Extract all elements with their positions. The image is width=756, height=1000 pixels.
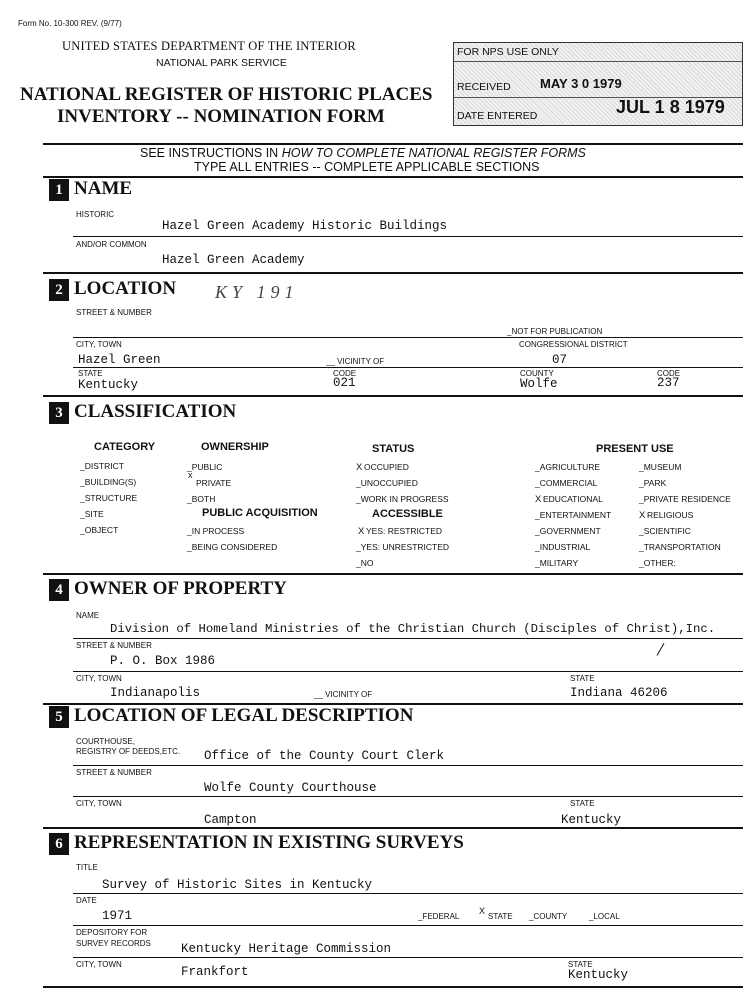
courthouse-value: Office of the County Court Clerk xyxy=(204,749,445,763)
owner-name-label: NAME xyxy=(76,611,100,620)
status-occupied: OCCUPIED xyxy=(364,462,409,472)
legal-state-label: STATE xyxy=(570,799,595,808)
form-title-line2: INVENTORY -- NOMINATION FORM xyxy=(57,106,385,127)
use-transportation: _TRANSPORTATION xyxy=(639,542,721,552)
survey-title-value: Survey of Historic Sites in Kentucky xyxy=(102,878,373,892)
legal-city-value: Campton xyxy=(204,813,257,827)
depository-state-value: Kentucky xyxy=(568,968,629,982)
legal-street-value: Wolfe County Courthouse xyxy=(204,781,377,795)
nps-box-label: FOR NPS USE ONLY xyxy=(457,46,559,58)
accessible-heading: ACCESSIBLE xyxy=(372,508,443,520)
survey-date-value: 1971 xyxy=(102,909,133,923)
category-buildings: _BUILDING(S) xyxy=(80,477,137,487)
access-no: _NO xyxy=(356,558,374,568)
access-restricted: YES: RESTRICTED xyxy=(366,526,443,536)
owner-city-value: Indianapolis xyxy=(110,686,201,700)
county-code-label: CODE xyxy=(657,369,681,378)
ownership-public: _PUBLIC xyxy=(187,462,223,472)
section-4-title: OWNER OF PROPERTY xyxy=(74,578,287,599)
owner-street-label: STREET & NUMBER xyxy=(76,641,152,650)
survey-title-label: TITLE xyxy=(76,863,98,872)
ownership-private: PRIVATE xyxy=(196,478,232,488)
ownership-private-mark: x xyxy=(188,470,193,480)
date-entered-label: DATE ENTERED xyxy=(457,110,538,122)
use-scientific: _SCIENTIFIC xyxy=(639,526,691,536)
congressional-district-value: 07 xyxy=(552,353,568,367)
form-number: Form No. 10-300 REV. (9/77) xyxy=(18,19,122,28)
section-5-number: 5 xyxy=(49,706,69,728)
owner-state-label: STATE xyxy=(570,674,595,683)
common-name-label: AND/OR COMMON xyxy=(76,240,147,249)
use-museum: _MUSEUM xyxy=(639,462,682,472)
use-military: _MILITARY xyxy=(535,558,579,568)
use-educational-mark: X xyxy=(535,494,542,505)
historic-label: HISTORIC xyxy=(76,210,115,219)
congressional-district-label: CONGRESSIONAL DISTRICT xyxy=(519,340,628,349)
survey-state-mark: X xyxy=(479,906,486,916)
depository-city-label: CITY, TOWN xyxy=(76,960,122,969)
use-park: _PARK xyxy=(639,478,667,488)
state-code-label: CODE xyxy=(333,369,357,378)
ownership-heading: OWNERSHIP xyxy=(201,441,269,453)
ownership-both: _BOTH xyxy=(187,494,216,504)
owner-name-value: Division of Homeland Ministries of the Christian Church (Disciples of Christ),Inc. xyxy=(110,622,716,636)
city-town-label: CITY, TOWN xyxy=(76,340,122,349)
section-6-number: 6 xyxy=(49,833,69,855)
use-commercial: _COMMERCIAL xyxy=(535,478,598,488)
section-4-number: 4 xyxy=(49,579,69,601)
section-5-title: LOCATION OF LEGAL DESCRIPTION xyxy=(74,705,414,726)
courthouse-label-line1: COURTHOUSE, xyxy=(76,737,135,746)
use-other: _OTHER: xyxy=(639,558,676,568)
vicinity-of-option: __ VICINITY OF xyxy=(326,357,385,366)
use-entertainment: _ENTERTAINMENT xyxy=(535,510,612,520)
common-name-value: Hazel Green Academy xyxy=(162,253,305,267)
use-agriculture: _AGRICULTURE xyxy=(535,462,601,472)
category-structure: _STRUCTURE xyxy=(80,493,138,503)
owner-state-value: Indiana 46206 xyxy=(570,686,668,700)
owner-city-label: CITY, TOWN xyxy=(76,674,122,683)
depository-label-line2: SURVEY RECORDS xyxy=(76,939,151,948)
use-religious-mark: X xyxy=(639,510,646,521)
received-stamp: MAY 3 0 1979 xyxy=(540,76,622,91)
access-unrestricted: _YES: UNRESTRICTED xyxy=(356,542,450,552)
county-label: COUNTY xyxy=(520,369,554,378)
section-2-number: 2 xyxy=(49,279,69,301)
acquisition-in-process: _IN PROCESS xyxy=(187,526,245,536)
instructions-line2: TYPE ALL ENTRIES -- COMPLETE APPLICABLE SECTIONS xyxy=(194,160,540,174)
owner-vicinity-option: __ VICINITY OF xyxy=(314,690,373,699)
owner-street-value: P. O. Box 1986 xyxy=(110,654,216,668)
status-heading: STATUS xyxy=(372,443,415,455)
not-for-publication-option: _NOT FOR PUBLICATION xyxy=(507,327,603,336)
state-label: STATE xyxy=(78,369,103,378)
city-value: Hazel Green xyxy=(78,353,161,367)
status-occupied-mark: X xyxy=(356,462,363,473)
status-work-in-progress: _WORK IN PROGRESS xyxy=(356,494,449,504)
section-6-title: REPRESENTATION IN EXISTING SURVEYS xyxy=(74,832,464,853)
survey-local-option: _LOCAL xyxy=(589,912,620,921)
acquisition-being-considered: _BEING CONSIDERED xyxy=(187,542,278,552)
section-3-title: CLASSIFICATION xyxy=(74,401,237,422)
access-restricted-mark: X xyxy=(358,526,365,537)
date-entered-stamp: JUL 1 8 1979 xyxy=(616,97,725,117)
depository-state-label: STATE xyxy=(568,960,593,969)
street-number-label: STREET & NUMBER xyxy=(76,308,152,317)
historic-name-value: Hazel Green Academy Historic Buildings xyxy=(162,219,448,233)
form-title-line1: NATIONAL REGISTER OF HISTORIC PLACES xyxy=(20,84,433,105)
use-educational: EDUCATIONAL xyxy=(543,494,603,504)
legal-street-label: STREET & NUMBER xyxy=(76,768,152,777)
depository-value: Kentucky Heritage Commission xyxy=(181,942,392,956)
received-label: RECEIVED xyxy=(457,81,511,93)
category-heading: CATEGORY xyxy=(94,441,156,453)
use-government: _GOVERNMENT xyxy=(535,526,601,536)
service-name: NATIONAL PARK SERVICE xyxy=(156,57,287,69)
depository-city-value: Frankfort xyxy=(181,965,249,979)
survey-date-label: DATE xyxy=(76,896,97,905)
category-object: _OBJECT xyxy=(80,525,119,535)
county-value: Wolfe xyxy=(520,377,558,391)
state-value: Kentucky xyxy=(78,378,139,392)
survey-state-option: STATE xyxy=(488,912,513,921)
section-2-title: LOCATION xyxy=(74,278,177,299)
county-code-value: 237 xyxy=(657,376,680,390)
section-1-number: 1 xyxy=(49,179,69,201)
category-district: _DISTRICT xyxy=(80,461,124,471)
legal-city-label: CITY, TOWN xyxy=(76,799,122,808)
handwritten-route-note: KY 191 xyxy=(215,282,299,302)
status-unoccupied: _UNOCCUPIED xyxy=(356,478,418,488)
department-name: UNITED STATES DEPARTMENT OF THE INTERIOR xyxy=(62,39,356,53)
handwritten-check-mark xyxy=(657,643,665,656)
survey-county-option: _COUNTY xyxy=(529,912,568,921)
section-1-title: NAME xyxy=(74,178,133,199)
public-acquisition-heading: PUBLIC ACQUISITION xyxy=(202,507,318,519)
present-use-heading: PRESENT USE xyxy=(596,443,674,455)
survey-federal-option: _FEDERAL xyxy=(418,912,460,921)
use-industrial: _INDUSTRIAL xyxy=(535,542,591,552)
courthouse-label-line2: REGISTRY OF DEEDS,ETC. xyxy=(76,747,181,756)
use-private-residence: _PRIVATE RESIDENCE xyxy=(639,494,731,504)
use-religious: RELIGIOUS xyxy=(647,510,694,520)
category-site: _SITE xyxy=(80,509,104,519)
depository-label-line1: DEPOSITORY FOR xyxy=(76,928,148,937)
instructions-line1: SEE INSTRUCTIONS IN HOW TO COMPLETE NATIONAL REGISTER FORMS xyxy=(140,146,586,160)
legal-state-value: Kentucky xyxy=(561,813,622,827)
state-code-value: 021 xyxy=(333,376,356,390)
section-3-number: 3 xyxy=(49,402,69,424)
nps-use-box xyxy=(453,42,743,126)
